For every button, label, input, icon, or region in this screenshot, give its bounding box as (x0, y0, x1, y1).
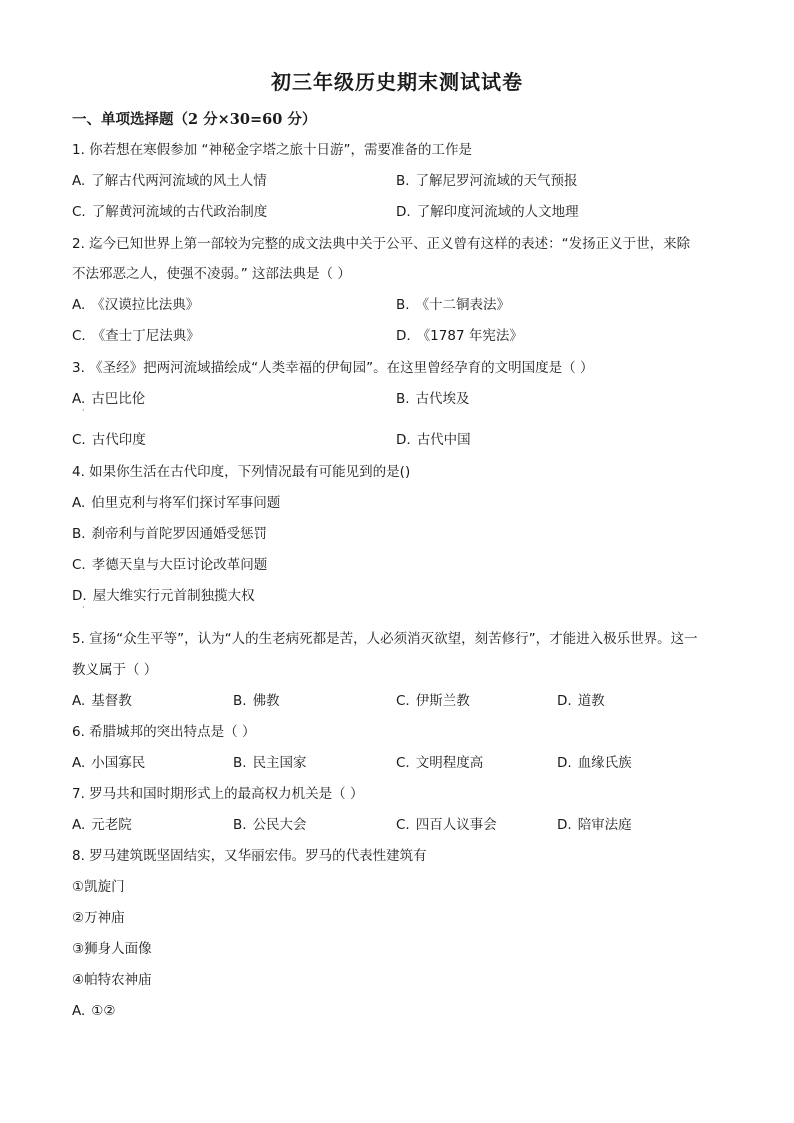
option-label: C. (72, 328, 86, 344)
option-label: B. (396, 173, 410, 189)
q7-option-c[interactable] (396, 816, 497, 834)
option-text: 道教 (577, 693, 605, 709)
question-1-stem: 1. 你若想在寒假参加 “神秘金字塔之旅十日游”，需要准备的工作是 (72, 142, 472, 158)
option-label: A. (72, 1003, 86, 1019)
q4-option-a[interactable] (72, 494, 280, 512)
q8-item-1: ①凯旋门 (72, 879, 125, 895)
option-text: 古代中国 (416, 432, 471, 448)
question-2-stem: 2. 迄今已知世界上第一部较为完整的成文法典中关于公平、正义曾有这样的表述：“发扬正义于世，来除 (72, 236, 691, 252)
option-text: 《汉谟拉比法典》 (91, 297, 200, 313)
option-label: B. (233, 817, 247, 833)
option-text: 了解尼罗河流域的天气预报 (415, 173, 578, 189)
q2-option-b[interactable] (396, 296, 510, 314)
option-text: 公民大会 (252, 817, 307, 833)
option-text: 元老院 (91, 817, 132, 833)
q7-option-d[interactable] (557, 816, 632, 834)
option-label: D. (396, 432, 411, 448)
option-label: B. (233, 693, 247, 709)
q6-option-d[interactable] (557, 754, 632, 772)
question-2-stem-cont: 不法邪恶之人，使强不凌弱。” 这部法典是（ ） (72, 266, 351, 282)
option-label: C. (72, 432, 86, 448)
q7-option-a[interactable] (72, 816, 132, 834)
section-heading: 一、单项选择题（2 分×30=60 分） (72, 111, 317, 128)
q7-option-b[interactable] (233, 816, 307, 834)
option-label: C. (396, 755, 410, 771)
q4-option-b[interactable] (72, 525, 267, 543)
question-8-stem: 8. 罗马建筑既坚固结实，又华丽宏伟。罗马的代表性建筑有 (72, 848, 427, 864)
option-label: A. (72, 693, 86, 709)
option-text: 基督教 (91, 693, 132, 709)
q3-option-c[interactable] (72, 431, 146, 449)
option-label: D. (72, 588, 87, 604)
q8-option-a[interactable] (72, 1002, 116, 1020)
option-label: D. (396, 204, 411, 220)
option-label: B. (396, 297, 410, 313)
option-label: D. (557, 755, 572, 771)
option-label: D. (396, 328, 411, 344)
option-label: D. (557, 693, 572, 709)
question-5-stem-cont: 教义属于（ ） (72, 662, 158, 678)
option-label: C. (396, 693, 410, 709)
q2-option-d[interactable] (396, 327, 523, 345)
option-text: 屋大维实行元首制独揽大权 (92, 588, 255, 604)
question-6-stem: 6. 希腊城邦的突出特点是（ ） (72, 724, 256, 740)
option-label: A. (72, 755, 86, 771)
option-text: 《1787 年宪法》 (416, 328, 523, 344)
q8-item-4: ④帕特农神庙 (72, 972, 152, 988)
q4-option-c[interactable] (72, 556, 267, 574)
option-text: 古代埃及 (415, 391, 470, 407)
bullet-dot-mark: · (82, 603, 85, 612)
option-text: 《查士丁尼法典》 (91, 328, 200, 344)
question-5-stem: 5. 宣扬“众生平等”，认为“人的生老病死都是苦，人必须消灭欲望，刻苦修行”，才能进入极乐世界。这一 (72, 631, 698, 647)
option-text: 了解印度河流域的人文地理 (416, 204, 579, 220)
option-text: 民主国家 (252, 755, 307, 771)
q6-option-c[interactable] (396, 754, 483, 772)
option-text: 了解古代两河流域的风土人情 (91, 173, 267, 189)
option-text: 小国寡民 (91, 755, 146, 771)
bullet-dot-mark: · (82, 406, 85, 415)
q1-option-c[interactable] (72, 203, 267, 221)
option-label: C. (72, 557, 86, 573)
option-text: 四百人议事会 (415, 817, 497, 833)
option-label: B. (233, 755, 247, 771)
q1-option-a[interactable] (72, 172, 267, 190)
page-title: 初三年级历史期末测试试卷 (271, 70, 523, 94)
q5-option-d[interactable] (557, 692, 605, 710)
q5-option-c[interactable] (396, 692, 470, 710)
option-text: 陪审法庭 (577, 817, 632, 833)
q2-option-a[interactable] (72, 296, 199, 314)
option-label: A. (72, 297, 86, 313)
option-label: B. (72, 526, 86, 542)
q6-option-a[interactable] (72, 754, 145, 772)
q4-option-d[interactable] (72, 587, 255, 605)
q3-option-b[interactable] (396, 390, 470, 408)
option-label: A. (72, 817, 86, 833)
option-text: 《十二铜表法》 (415, 297, 511, 313)
q6-option-b[interactable] (233, 754, 307, 772)
q3-option-d[interactable] (396, 431, 471, 449)
option-label: B. (396, 391, 410, 407)
q1-option-b[interactable] (396, 172, 578, 190)
option-label: A. (72, 391, 86, 407)
option-text: 古巴比伦 (91, 391, 146, 407)
q5-option-b[interactable] (233, 692, 280, 710)
option-label: C. (72, 204, 86, 220)
question-4-stem: 4. 如果你生活在古代印度，下列情况最有可能见到的是() (72, 464, 411, 480)
option-label: A. (72, 495, 86, 511)
q5-option-a[interactable] (72, 692, 132, 710)
option-text: 文明程度高 (415, 755, 484, 771)
option-label: D. (557, 817, 572, 833)
q2-option-c[interactable] (72, 327, 200, 345)
option-text: 孝德天皇与大臣讨论改革问题 (91, 557, 268, 573)
option-text: 刹帝利与首陀罗因通婚受惩罚 (91, 526, 268, 542)
option-text: 伯里克利与将军们探讨军事问题 (91, 495, 281, 511)
option-text: ①② (91, 1003, 116, 1019)
question-7-stem: 7. 罗马共和国时期形式上的最高权力机关是（ ） (72, 786, 364, 802)
q8-item-2: ②万神庙 (72, 910, 125, 926)
option-text: 血缘氏族 (577, 755, 632, 771)
option-label: C. (396, 817, 410, 833)
option-text: 伊斯兰教 (415, 693, 470, 709)
option-text: 佛教 (252, 693, 280, 709)
question-3-stem: 3. 《圣经》把两河流域描绘成“人类幸福的伊甸园”。在这里曾经孕育的文明国度是（ ） (72, 360, 594, 376)
q8-item-3: ③狮身人面像 (72, 941, 152, 957)
option-text: 古代印度 (91, 432, 146, 448)
option-text: 了解黄河流域的古代政治制度 (91, 204, 268, 220)
option-label: A. (72, 173, 86, 189)
q1-option-d[interactable] (396, 203, 579, 221)
